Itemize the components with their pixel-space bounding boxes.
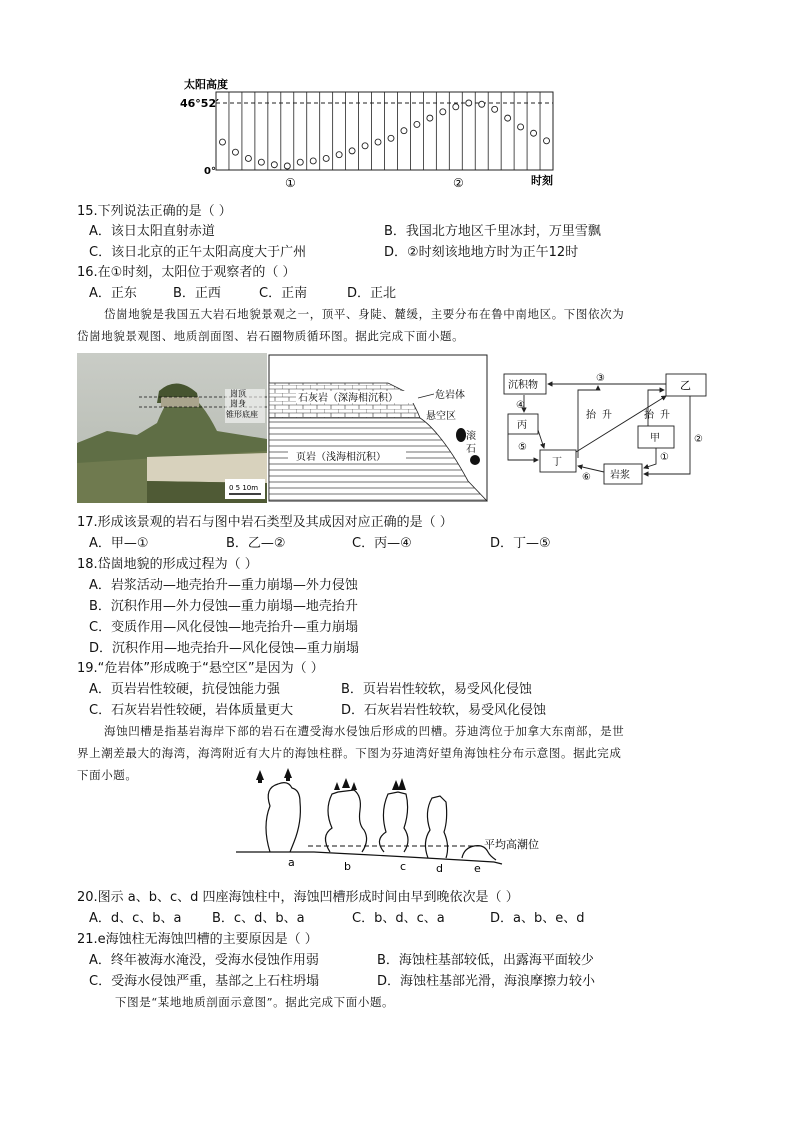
question-17-option-d[interactable]: D．丁—⑤ bbox=[490, 536, 551, 551]
question-16-stem: 16.在①时刻，太阳位于观察者的（ ） bbox=[77, 265, 296, 280]
arrow-2-label: ② bbox=[694, 434, 703, 445]
question-19-option-c[interactable]: C．石灰岩岩性较硬，岩体质量更大 bbox=[89, 703, 294, 718]
sun-position-point bbox=[232, 149, 238, 155]
sun-position-point bbox=[245, 155, 251, 161]
question-16-option-b[interactable]: B．正西 bbox=[173, 286, 221, 301]
sun-altitude-chart bbox=[180, 78, 580, 190]
question-16-option-a[interactable]: A．正东 bbox=[89, 286, 137, 301]
question-15-option-a[interactable]: A．该日太阳直射赤道 bbox=[89, 224, 215, 239]
passage-1-line-1: 岱崮地貌是我国五大岩石地貌景观之一，顶平、身陡、麓缓，主要分布在鲁中南地区。下图依次为 bbox=[104, 307, 625, 321]
tree-1 bbox=[256, 770, 264, 783]
question-19-stem: 19.“危岩体”形成晚于“悬空区”是因为（ ） bbox=[77, 661, 324, 676]
stack-c bbox=[379, 792, 408, 852]
sun-position-point bbox=[349, 148, 355, 154]
sun-position-point bbox=[271, 162, 277, 168]
question-18-option-b[interactable]: B．沉积作用—外力侵蚀—重力崩塌—地壳抬升 bbox=[89, 599, 358, 614]
sun-position-point bbox=[453, 104, 459, 110]
passage-2-line-1: 海蚀凹槽是指基岩海岸下部的岩石在遭受海水侵蚀后形成的凹槽。芬迪湾位于加拿大东南部，是世 bbox=[104, 724, 625, 738]
chart-y-title: 太阳高度 bbox=[184, 78, 228, 91]
question-18-option-d[interactable]: D．沉积作用—地壳抬升—风化侵蚀—重力崩塌 bbox=[89, 641, 360, 656]
tree-4 bbox=[342, 778, 350, 788]
landscape-photo bbox=[77, 353, 267, 503]
sun-position-point bbox=[466, 100, 472, 106]
stack-d bbox=[425, 796, 447, 858]
passage-2-line-3: 下面小题。 bbox=[77, 768, 138, 782]
photo-label-base: 锥形底座 bbox=[226, 410, 258, 419]
question-16-option-c[interactable]: C．正南 bbox=[259, 286, 308, 301]
profile-danger-rock-label: 危岩体 bbox=[435, 390, 465, 401]
arrow-4-label: ④ bbox=[516, 400, 525, 411]
sun-position-point bbox=[427, 115, 433, 121]
arrow-6-label: ⑥ bbox=[582, 472, 591, 483]
question-21-option-b[interactable]: B．海蚀柱基部较低，出露海平面较少 bbox=[377, 953, 594, 968]
tide-label: 平均高潮位 bbox=[484, 838, 539, 851]
question-20-stem: 20.图示 a、b、c、d 四座海蚀柱中，海蚀凹槽形成时间由早到晚依次是（ ） bbox=[77, 890, 519, 905]
node-sediment-label: 沉积物 bbox=[508, 380, 538, 391]
label-b: b bbox=[344, 860, 351, 873]
question-20-option-c[interactable]: C．b、d、c、a bbox=[352, 911, 445, 926]
question-18-stem: 18.岱崮地貌的形成过程为（ ） bbox=[77, 557, 258, 572]
sun-position-point bbox=[544, 138, 550, 144]
passage-2-line-2: 界上潮差最大的海湾，海湾附近有大片的海蚀柱群。下图为芬迪湾好望角海蚀柱分布示意图。据此完成 bbox=[77, 746, 622, 760]
question-20-option-d[interactable]: D．a、b、e、d bbox=[490, 911, 585, 926]
sun-columns bbox=[219, 92, 549, 170]
stack-b bbox=[325, 790, 366, 852]
label-e: e bbox=[474, 862, 481, 875]
rolling-stone-1 bbox=[456, 428, 466, 442]
question-15-option-c[interactable]: C．该日北京的正午太阳高度大于广州 bbox=[89, 245, 307, 260]
profile-shale-label: 页岩（浅海相沉积） bbox=[296, 452, 386, 463]
sun-position-point bbox=[323, 155, 329, 161]
question-21-stem: 21.e海蚀柱无海蚀凹槽的主要原因是（ ） bbox=[77, 932, 318, 947]
node-jia-label: 甲 bbox=[650, 433, 660, 444]
chart-y-max-label: 46°52′ bbox=[180, 97, 220, 110]
sun-position-point bbox=[440, 109, 446, 115]
arrow-1-label: ① bbox=[660, 452, 669, 463]
photo-label-mid: 崮身 bbox=[230, 399, 246, 408]
sun-position-point bbox=[362, 143, 368, 149]
question-15-stem: 15.下列说法正确的是（ ） bbox=[77, 204, 232, 219]
photo-scale-label: 0 5 10m bbox=[229, 484, 259, 492]
question-16-option-d[interactable]: D．正北 bbox=[347, 286, 397, 301]
profile-overhang-label: 悬空区 bbox=[426, 411, 456, 422]
question-19-option-a[interactable]: A．页岩岩性较硬，抗侵蚀能力强 bbox=[89, 682, 280, 697]
question-19-option-d[interactable]: D．石灰岩岩性较软，易受风化侵蚀 bbox=[341, 703, 547, 718]
sea-stack-diagram bbox=[234, 766, 594, 876]
geologic-profile bbox=[268, 353, 488, 503]
sun-position-point bbox=[284, 163, 290, 169]
sun-position-point bbox=[518, 124, 524, 130]
question-18-option-a[interactable]: A．岩浆活动—地壳抬升—重力崩塌—外力侵蚀 bbox=[89, 578, 358, 593]
profile-rolling-stone-label: 滚 bbox=[466, 431, 476, 442]
question-20-option-b[interactable]: B．c、d、b、a bbox=[212, 911, 305, 926]
profile-rolling-stone-label-2: 石 bbox=[466, 444, 476, 455]
question-21-option-d[interactable]: D．海蚀柱基部光滑，海浪摩擦力较小 bbox=[377, 974, 596, 989]
sun-position-point bbox=[336, 152, 342, 158]
question-17-option-a[interactable]: A．甲—① bbox=[89, 536, 149, 551]
uplift-label-a: 抬 bbox=[586, 410, 596, 421]
node-magma-label: 岩浆 bbox=[610, 470, 630, 481]
question-17-stem: 17.形成该景观的岩石与图中岩石类型及其成因对应正确的是（ ） bbox=[77, 515, 453, 530]
rolling-stone-2 bbox=[470, 455, 480, 465]
sun-position-point bbox=[492, 106, 498, 112]
node-yi-label: 乙 bbox=[680, 379, 691, 392]
label-d: d bbox=[436, 862, 443, 875]
sun-position-point bbox=[219, 139, 225, 145]
sun-position-point bbox=[388, 135, 394, 141]
passage-1-line-2: 岱崮地貌景观图、地质剖面图、岩石圈物质循环图。据此完成下面小题。 bbox=[77, 329, 465, 343]
label-a: a bbox=[288, 856, 295, 869]
rock-cycle-diagram bbox=[498, 368, 714, 488]
node-bing-label: 丙 bbox=[517, 420, 527, 431]
tree-2 bbox=[284, 768, 292, 781]
photo-label-top: 崮顶 bbox=[230, 389, 246, 398]
label-c: c bbox=[400, 860, 407, 873]
tree-3 bbox=[334, 782, 340, 790]
closing-line: 下图是“某地地质剖面示意图”。据此完成下面小题。 bbox=[115, 995, 395, 1009]
tree-5 bbox=[351, 782, 357, 790]
question-21-option-c[interactable]: C．受海水侵蚀严重，基部之上石柱坍塌 bbox=[89, 974, 320, 989]
chart-marker-1: ① bbox=[285, 176, 296, 190]
chart-x-label: 时刻 bbox=[531, 174, 553, 187]
sun-position-point bbox=[297, 159, 303, 165]
arrow-5-label: ⑤ bbox=[518, 442, 527, 453]
question-18-option-c[interactable]: C．变质作用—风化侵蚀—地壳抬升—重力崩塌 bbox=[89, 620, 359, 635]
question-17-option-c[interactable]: C．丙—④ bbox=[352, 536, 412, 551]
question-21-option-a[interactable]: A．终年被海水淹没，受海水侵蚀作用弱 bbox=[89, 953, 319, 968]
sun-position-point bbox=[310, 158, 316, 164]
sun-position-point bbox=[505, 115, 511, 121]
chart-marker-2: ② bbox=[453, 176, 464, 190]
uplift-label-b: 升 bbox=[602, 410, 612, 421]
sun-position-point bbox=[479, 101, 485, 107]
sun-position-point bbox=[531, 130, 537, 136]
question-15-option-b[interactable]: B．我国北方地区千里冰封，万里雪飘 bbox=[384, 224, 601, 239]
sun-position-point bbox=[375, 139, 381, 145]
cliff-a bbox=[266, 783, 300, 852]
node-ding-label: 丁 bbox=[552, 457, 562, 468]
chart-y-min-label: 0° bbox=[204, 166, 216, 177]
tree-7 bbox=[398, 778, 406, 790]
uplift-label-c: 抬 bbox=[644, 410, 654, 421]
sun-position-point bbox=[258, 159, 264, 165]
question-20-option-a[interactable]: A．d、c、b、a bbox=[89, 911, 182, 926]
sun-position-point bbox=[414, 121, 420, 127]
question-19-option-b[interactable]: B．页岩岩性较软，易受风化侵蚀 bbox=[341, 682, 532, 697]
sun-position-point bbox=[401, 128, 407, 134]
profile-limestone-label: 石灰岩（深海相沉积） bbox=[298, 393, 398, 404]
question-17-option-b[interactable]: B．乙—② bbox=[226, 536, 286, 551]
arrow-3-label: ③ bbox=[596, 373, 605, 384]
uplift-label-d: 升 bbox=[660, 410, 670, 421]
question-15-option-d[interactable]: D．②时刻该地地方时为正午12时 bbox=[384, 245, 579, 260]
